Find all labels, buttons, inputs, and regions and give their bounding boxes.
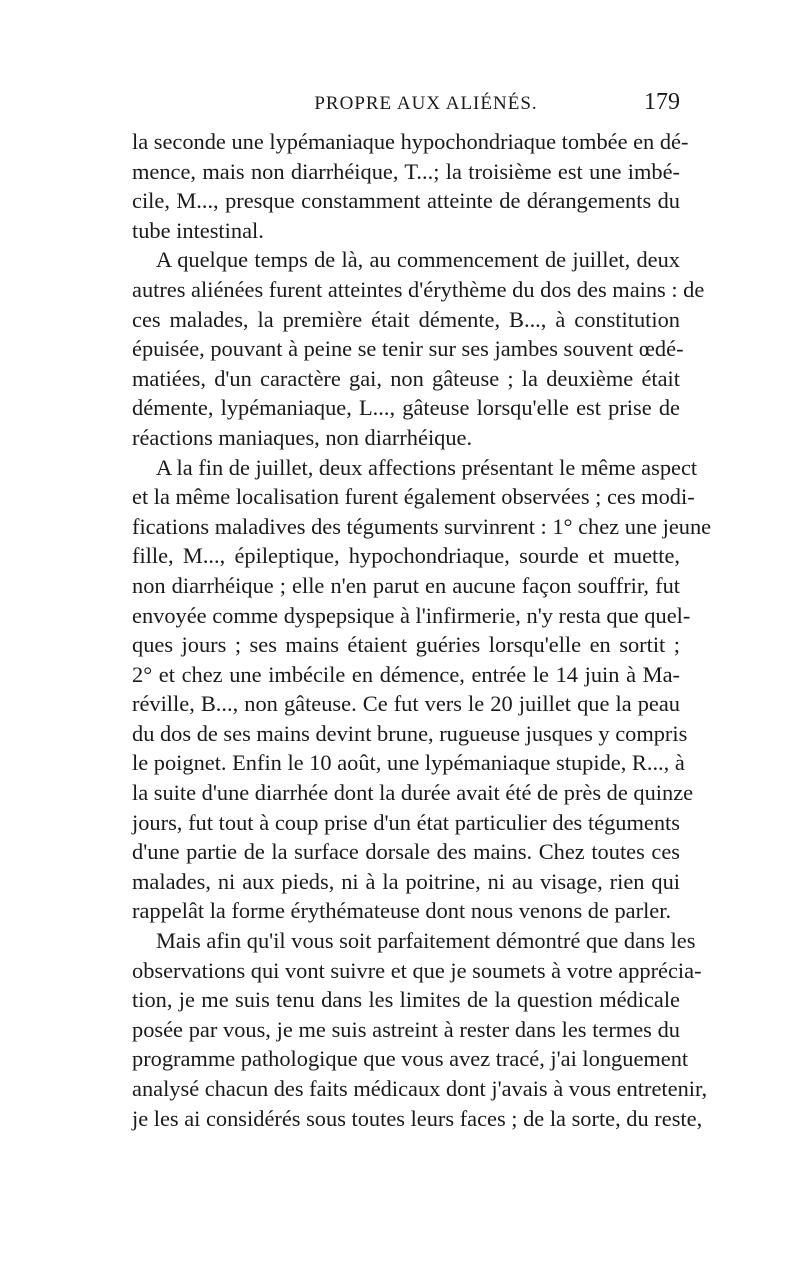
running-title: PROPRE AUX ALIÉNÉS. (314, 93, 538, 114)
text-line: non diarrhéique ; elle n'en parut en aucune façon souffrir, fut (132, 572, 680, 598)
text-line: ques jours ; ses mains étaient guéries lorsqu'elle en sortit ; (132, 632, 680, 658)
text-line: fications maladives des téguments survinrent : 1° chez une jeune (132, 513, 712, 539)
text-line: démente, lypémaniaque, L..., gâteuse lorsqu'elle est prise de (132, 395, 680, 421)
text-line: je les ai considérés sous toutes leurs faces ; de la sorte, du reste, (132, 1105, 703, 1131)
text-line: A quelque temps de là, au commencement de juillet, deux (156, 247, 680, 273)
body-text (132, 127, 712, 1133)
page-number: 179 (644, 89, 680, 115)
text-line: Mais afin qu'il vous soit parfaitement démontré que dans les (156, 928, 696, 954)
text-line: tion, je me suis tenu dans les limites de la question médicale (132, 987, 680, 1013)
text-line: fille, M..., épileptique, hypochondriaque, sourde et muette, (132, 543, 680, 569)
text-line: autres aliénées furent atteintes d'érythème du dos des mains : de (132, 276, 705, 302)
text-line: rappelât la forme érythémateuse dont nous venons de parler. (132, 898, 672, 924)
text-line: la seconde une lypémaniaque hypochondriaque tombée en dé- (132, 129, 689, 154)
page-header (132, 89, 680, 123)
text-line: et la même localisation furent également observées ; ces modi- (132, 484, 695, 510)
text-line: réville, B..., non gâteuse. Ce fut vers le 20 juillet que la peau (132, 691, 680, 717)
text-line: posée par vous, je me suis astreint à rester dans les termes du (132, 1016, 680, 1042)
text-line: d'une partie de la surface dorsale des mains. Chez toutes ces (132, 839, 680, 865)
text-line: envoyée comme dyspepsique à l'infirmerie, n'y resta que quel- (132, 602, 691, 628)
text-line: mence, mais non diarrhéique, T...; la troisième est une imbé- (132, 158, 680, 184)
text-line: tube intestinal. (132, 217, 264, 243)
text-line: analysé chacun des faits médicaux dont j'avais à vous entretenir, (132, 1076, 708, 1101)
text-line: matiées, d'un caractère gai, non gâteuse ; la deuxième était (132, 365, 680, 391)
text-line: épuisée, pouvant à peine se tenir sur ses jambes souvent œdé- (132, 336, 684, 362)
text-line: cile, M..., presque constamment atteinte de dérangements du (132, 188, 680, 214)
text-line: ces malades, la première était démente, B..., à constitution (132, 306, 680, 332)
text-line: réactions maniaques, non diarrhéique. (132, 424, 473, 450)
text-line: jours, fut tout à coup prise d'un état particulier des téguments (132, 809, 680, 835)
text-line: malades, ni aux pieds, ni à la poitrine, ni au visage, rien qui (132, 868, 680, 894)
text-line: le poignet. Enfin le 10 août, une lypémaniaque stupide, R..., à (132, 750, 685, 776)
text-line: 2° et chez une imbécile en démence, entrée le 14 juin à Ma- (132, 661, 680, 687)
text-line: A la fin de juillet, deux affections présentant le même aspect (156, 454, 698, 480)
text-line: observations qui vont suivre et que je soumets à votre apprécia- (132, 957, 702, 983)
text-line: du dos de ses mains devint brune, rugueuse jusques y compris (132, 720, 688, 746)
text-line: programme pathologique que vous avez tracé, j'ai longuement (132, 1046, 689, 1072)
text-line: la suite d'une diarrhée dont la durée avait été de près de quinze (132, 780, 694, 806)
